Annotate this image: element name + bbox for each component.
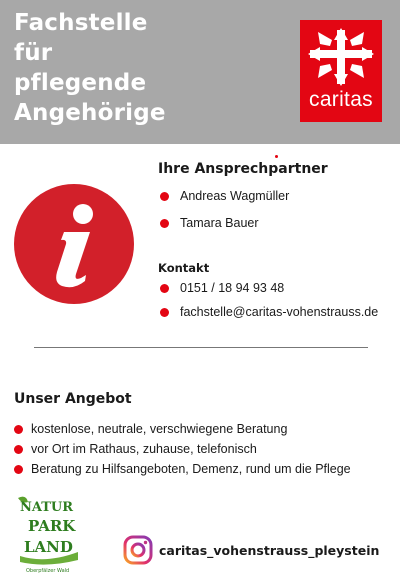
contact-person-name: Tamara Bauer bbox=[180, 216, 259, 230]
bullet-dot bbox=[160, 219, 169, 228]
naturpark-line-2: PARK bbox=[28, 517, 76, 535]
bullet-dot bbox=[160, 192, 169, 201]
angebot-item bbox=[14, 422, 287, 436]
bullet-dot bbox=[14, 465, 23, 474]
decorative-dot bbox=[275, 155, 278, 158]
bullet-dot bbox=[160, 284, 169, 293]
contact-email[interactable] bbox=[160, 305, 378, 319]
section-divider bbox=[34, 347, 368, 348]
page-title bbox=[14, 8, 284, 128]
kontakt-heading: Kontakt bbox=[158, 261, 210, 275]
title-line-3: pflegende bbox=[14, 70, 147, 96]
bullet-dot bbox=[160, 308, 169, 317]
contact-person bbox=[160, 216, 259, 230]
caritas-logo-text: caritas bbox=[309, 88, 373, 111]
caritas-logo bbox=[300, 20, 382, 122]
naturpark-subtitle: Oberpfälzer Wald bbox=[26, 568, 70, 574]
bullet-dot bbox=[14, 445, 23, 454]
contact-person-name: Andreas Wagmüller bbox=[180, 189, 290, 203]
angebot-heading: Unser Angebot bbox=[14, 391, 132, 407]
angebot-item-text: vor Ort im Rathaus, zuhause, telefonisch bbox=[31, 442, 257, 456]
contacts-heading: Ihre Ansprechpartner bbox=[158, 161, 328, 177]
contact-person bbox=[160, 189, 289, 203]
contact-phone bbox=[160, 281, 284, 295]
naturpark-logo bbox=[16, 494, 82, 576]
angebot-item-text: Beratung zu Hilfsangeboten, Demenz, rund um die Pflege bbox=[31, 462, 351, 476]
caritas-cross-icon bbox=[304, 26, 378, 88]
instagram-handle[interactable]: caritas_vohenstrauss_pleystein bbox=[159, 543, 380, 558]
phone-number: 0151 / 18 94 93 48 bbox=[180, 281, 285, 295]
title-line-4: Angehörige bbox=[14, 100, 166, 126]
email-address[interactable]: fachstelle@caritas-vohenstrauss.de bbox=[180, 305, 379, 319]
instagram-icon[interactable] bbox=[123, 535, 153, 565]
angebot-item-text: kostenlose, neutrale, verschwiegene Beratung bbox=[31, 422, 288, 436]
naturpark-line-3: LAND bbox=[24, 538, 73, 556]
angebot-item bbox=[14, 462, 351, 476]
info-icon bbox=[14, 184, 134, 304]
naturpark-line-1: NATUR bbox=[20, 500, 74, 515]
title-line-1: Fachstelle bbox=[14, 10, 148, 36]
title-line-2: für bbox=[14, 40, 53, 66]
angebot-item bbox=[14, 442, 257, 456]
bullet-dot bbox=[14, 425, 23, 434]
